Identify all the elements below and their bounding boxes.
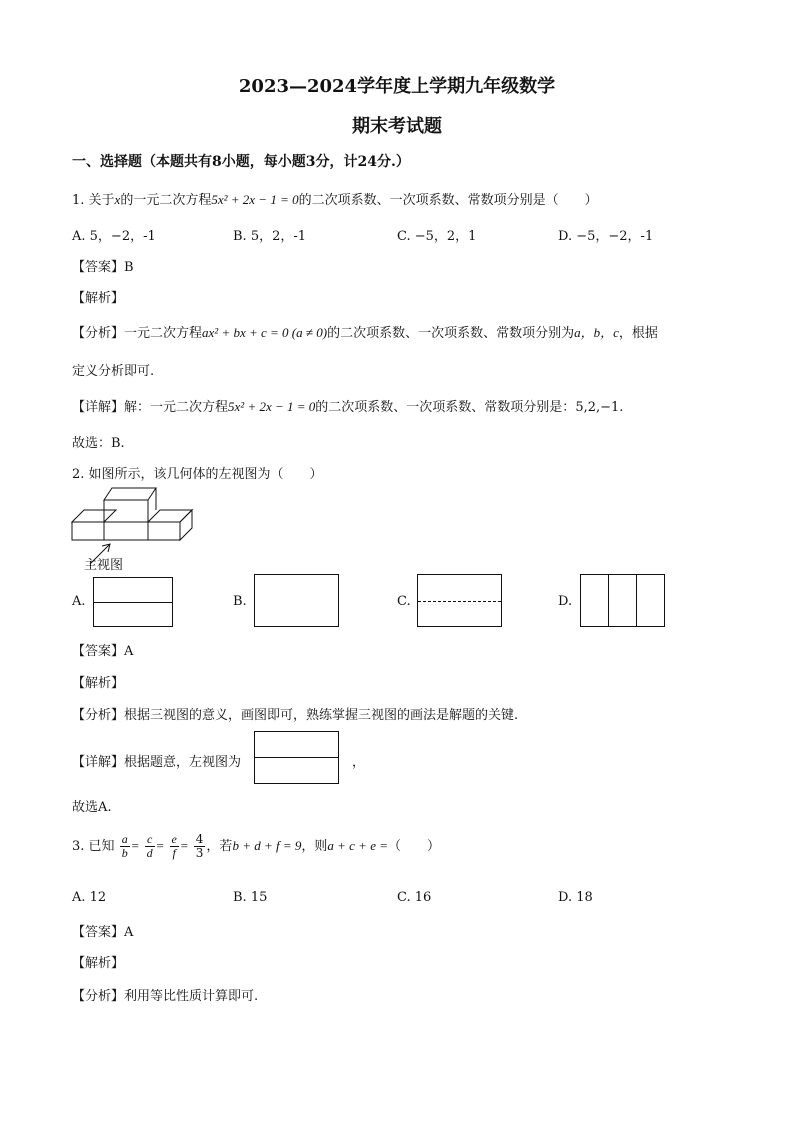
q1-fenxi-a: 一元二次方程 [124, 326, 203, 341]
q3-cond-eq: b + d + f = 9 [232, 838, 302, 853]
answer-tag: 【答案】 [72, 644, 125, 659]
horizontal-line [255, 757, 338, 758]
q3-cond-b: ，则 [301, 839, 328, 854]
q2-option-d-figure [580, 574, 665, 627]
fenxi-tag: 【分析】 [72, 989, 125, 1004]
q2-option-b-label: B. [233, 594, 247, 609]
q2-answer-line [72, 640, 133, 659]
q3-option-c: C. 16 [397, 890, 432, 905]
q2-option-a-label: A. [72, 594, 86, 609]
fenxi-tag: 【分析】 [72, 326, 125, 341]
answer-tag: 【答案】 [72, 260, 125, 275]
q3-analysis-tag: 【解析】 [72, 956, 125, 971]
q1-var: x [114, 192, 121, 207]
q1-xiangjie-b: 的二次项系数、一次项系数、常数项分别是： [315, 400, 576, 415]
q2-option-c-label: C. [397, 594, 411, 609]
question-3-stem: 3. 已知 $\frac{a}{b}$ = $\frac{c}{d}$ = $\frac{e}{f}$ = $\frac{4}{3}$ ，若b + d + f = 9，则a + c + e =（ ） [72, 832, 441, 860]
q1-prefix: 1. 关于 [72, 193, 115, 208]
q1-option-b: B. 5，2，-1 [233, 229, 307, 244]
dashed-line [418, 601, 501, 602]
q2-xiangjie-comma: ， [352, 755, 366, 770]
q1-xiangjie-equation: 5x² + 2x − 1 = 0 [228, 399, 316, 414]
q1-xiangjie-values: 5,2,−1. [575, 400, 624, 415]
q3-option-d: D. 18 [558, 890, 593, 905]
q2-option-c-figure [417, 574, 502, 627]
q3-cond-a: ，若 [206, 839, 233, 854]
q1-answer: B [124, 260, 134, 275]
q2-fenxi-text: 根据三视图的意义，画图即可，熟练掌握三视图的画法是解题的关键. [124, 708, 519, 723]
q3-cond-q: a + c + e = [327, 838, 388, 853]
q2-option-a-figure [93, 577, 173, 627]
question-1-stem [72, 189, 598, 208]
q2-option-b-figure [254, 574, 339, 627]
q1-option-a: A. 5，−2，-1 [72, 229, 156, 244]
q3-fenxi [72, 985, 258, 1004]
q1-mid: 的一元二次方程 [120, 193, 212, 208]
q3-answer-line [72, 921, 133, 940]
q1-analysis-tag: 【解析】 [72, 291, 125, 306]
right-block-front [148, 522, 180, 540]
q2-answer: A [124, 644, 134, 659]
q1-answer-line [72, 256, 134, 275]
q1-fenxi-c: ，根据 [618, 326, 658, 341]
q1-suffix: 的二次项系数、一次项系数、常数项分别是（ ） [298, 193, 598, 208]
q1-xiangjie-a: 解：一元二次方程 [124, 400, 229, 415]
q3-option-a: A. 12 [72, 890, 107, 905]
answer-tag: 【答案】 [72, 925, 125, 940]
figure-label: 主视图 [84, 558, 124, 573]
fraction-c-d: $\frac{c}{d}$ [146, 832, 153, 860]
vertical-line [608, 575, 609, 626]
q3-answer: A [124, 925, 134, 940]
right-block-side [180, 510, 192, 540]
exam-title-line1: 2023—2024学年度上学期九年级数学 [238, 76, 556, 97]
fenxi-tag: 【分析】 [72, 708, 125, 723]
q1-fenxi-equation: ax² + bx + c = 0 (a ≠ 0) [202, 325, 328, 340]
fraction-a-b: $\frac{a}{b}$ [121, 832, 128, 860]
xiangjie-tag: 【详解】 [72, 755, 125, 770]
q1-fenxi-vars: a，b，c [574, 325, 619, 340]
q1-fenxi-line2: 定义分析即可. [72, 364, 155, 379]
section-heading: 一、选择题（本题共有8小题，每小题3分，计24分.） [72, 154, 410, 170]
q3-cond-end: （ ） [388, 839, 441, 854]
q2-option-d-label: D. [558, 594, 573, 609]
q2-choose: 故选A. [72, 800, 112, 815]
xiangjie-tag: 【详解】 [72, 400, 125, 415]
q1-equation: 5x² + 2x − 1 = 0 [211, 192, 299, 207]
q1-fenxi-line1 [72, 322, 658, 341]
q2-fenxi [72, 704, 518, 723]
q1-option-c: C. −5，2，1 [397, 229, 477, 244]
q3-fenxi-text: 利用等比性质计算即可. [124, 989, 259, 1004]
q1-option-d: D. −5，−2，-1 [558, 229, 654, 244]
q1-xiangjie [72, 396, 623, 415]
left-block-top [72, 510, 116, 522]
q1-choose: 故选：B. [72, 436, 125, 451]
question-2-stem: 2. 如图所示，该几何体的左视图为（ ） [72, 467, 323, 482]
fraction-e-f: $\frac{e}{f}$ [171, 832, 177, 860]
q2-answer-figure [254, 731, 339, 784]
q3-prefix: 3. 已知 [72, 839, 115, 854]
left-block-front [72, 522, 104, 540]
horizontal-line [94, 602, 172, 603]
exam-title-line2: 期末考试题 [352, 116, 442, 137]
fraction-4-3: $\frac{4}{3}$ [195, 832, 204, 860]
vertical-line [636, 575, 637, 626]
q3-option-b: B. 15 [233, 890, 268, 905]
q2-xiangjie [72, 751, 241, 770]
middle-block-top [104, 488, 156, 500]
q1-fenxi-b: 的二次项系数、一次项系数、常数项分别为 [327, 326, 575, 341]
q2-xiangjie-a: 根据题意，左视图为 [124, 755, 242, 770]
q2-analysis-tag: 【解析】 [72, 676, 125, 691]
